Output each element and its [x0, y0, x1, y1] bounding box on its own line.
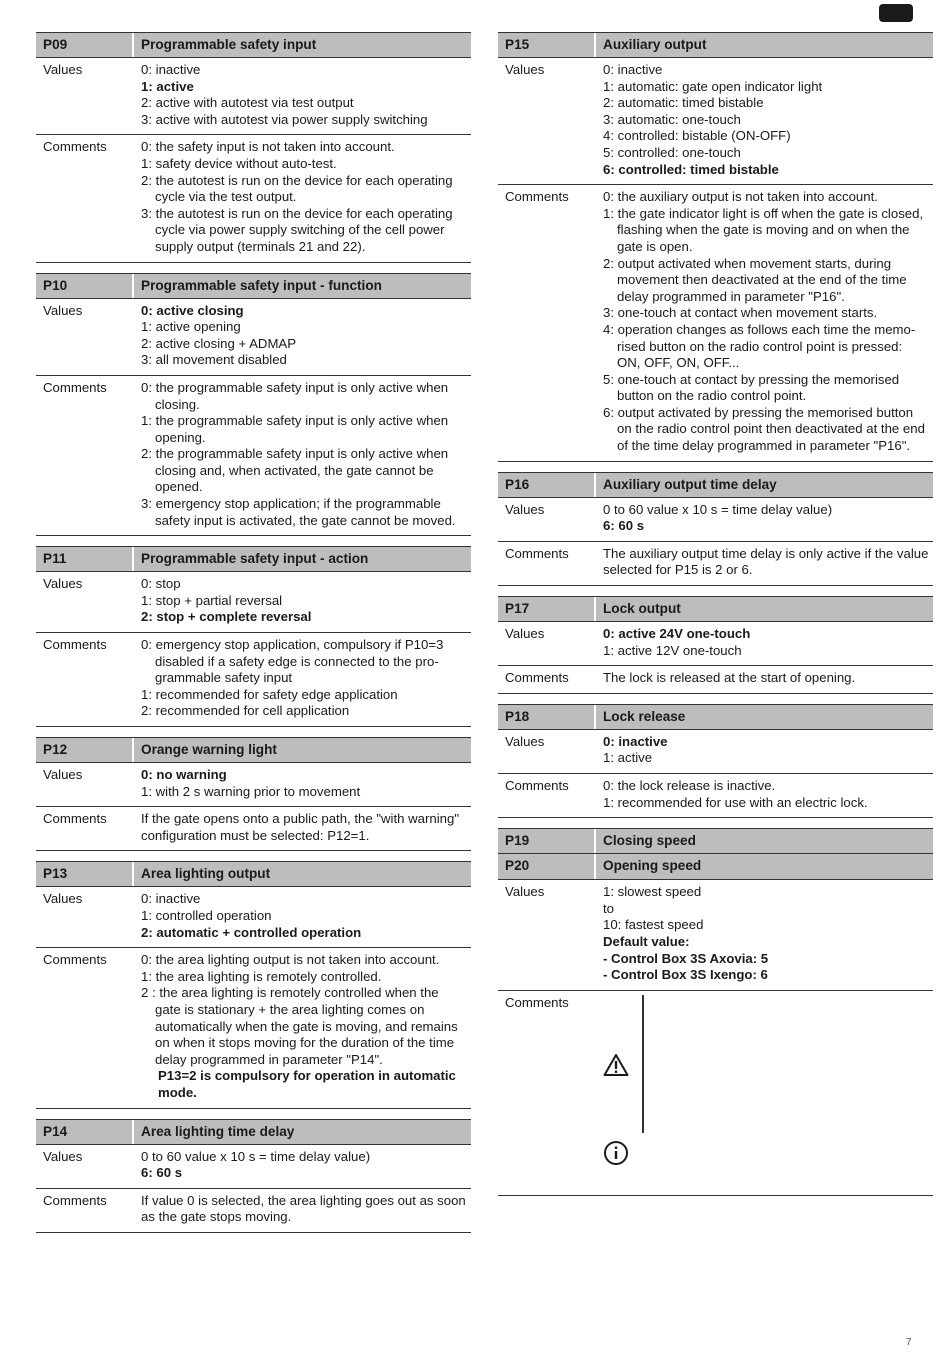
row-label: Values [43, 1148, 83, 1164]
text-line: 2: stop + complete reversal [141, 609, 312, 625]
row-content [596, 626, 933, 659]
row-label: Values [43, 302, 83, 318]
row-label: Values [505, 501, 545, 517]
text-line: 0: inactive [141, 62, 201, 77]
row-label: Comments [505, 994, 569, 1010]
row-label: Values [43, 767, 83, 782]
parameter-p19-p20 [498, 828, 933, 1196]
row-label: Comments [505, 778, 569, 793]
comments-row [498, 665, 933, 693]
text-line: 3: the autotest is run on the device for each operating cycle via power supply switching of the cell power supply output (terminals 21 and 22). [141, 205, 453, 254]
row-label: Comments [43, 952, 107, 968]
parameter-header [36, 737, 471, 763]
text-line: 0: the lock release is inactive. [603, 778, 776, 793]
values-row [36, 763, 471, 806]
comments-row [498, 990, 933, 1195]
row-content [134, 811, 471, 844]
parameter-header [498, 828, 933, 854]
row-content [596, 884, 933, 984]
text-line: 2: automatic + controlled operation [141, 924, 362, 940]
row-content [596, 502, 933, 535]
text-line: 1: automatic: gate open indicator light [603, 78, 823, 94]
text-line: 0: the safety input is not taken into account. [141, 139, 395, 155]
parameter-title: Area lighting output [141, 866, 271, 882]
row-label: Values [505, 884, 545, 900]
parameter-header [498, 472, 933, 498]
text-line: 1: the area lighting is remotely controlled. [141, 968, 382, 984]
text-line: 6: 60 s [141, 1165, 183, 1181]
row-label: Values [505, 626, 545, 642]
text-line: 6: controlled: timed bistable [603, 161, 779, 177]
text-line: 4: operation changes as follows each time the memo-rised button on the radio control point is pressed: ON, OFF, ON, OFF... [603, 321, 916, 371]
text-line: 3: active with autotest via power supply switching [141, 111, 428, 127]
parameter-code: P13 [36, 862, 134, 886]
text-line: 0: active 24V one-touch [603, 626, 751, 642]
row-content [596, 995, 933, 1189]
values-row [36, 1145, 471, 1188]
parameter-header [36, 32, 471, 58]
text-line: 5: controlled: one-touch [603, 144, 741, 160]
text-line: 1: controlled operation [141, 907, 272, 923]
text-line: 0: the area lighting output is not taken into account. [141, 952, 440, 968]
text-line: 0 to 60 value x 10 s = time delay value) [603, 501, 833, 517]
comments-row [498, 541, 933, 585]
row-label: Comments [43, 811, 107, 827]
text-line: 3: one-touch at contact when movement starts. [603, 305, 878, 321]
comments-row [36, 134, 471, 261]
text-line: 2: the programmable safety input is only active when closing and, when activated, the gate cannot be opened. [141, 446, 449, 495]
parameter-title: Programmable safety input [141, 37, 317, 52]
values-row [36, 58, 471, 134]
text-line: 0: the programmable safety input is only active when closing. [141, 379, 449, 412]
row-label: Values [505, 62, 545, 77]
row-content [596, 734, 933, 767]
text-line: The lock is released at the start of opening. [603, 670, 856, 686]
parameter-p18 [498, 704, 933, 818]
notes-divider [642, 995, 644, 1133]
warning-triangle-icon [603, 1053, 629, 1082]
comments-row [498, 773, 933, 817]
parameter-header [498, 854, 933, 880]
text-line: 1: active [603, 750, 653, 766]
parameter-title: Area lighting time delay [141, 1123, 295, 1139]
parameter-code: P16 [498, 473, 596, 497]
parameter-title: Lock output [603, 601, 681, 617]
text-line: 1: recommended for use with an electric lock. [603, 794, 868, 810]
values-row [498, 58, 933, 184]
language-tab [879, 4, 913, 22]
text-line: 6: 60 s [603, 518, 645, 534]
parameter-code: P18 [498, 705, 596, 729]
text-line: 3: emergency stop application; if the programmable safety input is activated, the gate cannot be moved. [141, 496, 456, 528]
parameter-code: P19 [498, 829, 596, 853]
text-line: 2: recommended for cell application [141, 703, 350, 719]
text-line: 0: emergency stop application, compulsory if P10=3 disabled if a safety edge is connected to the pro-grammable safety input [141, 637, 444, 686]
right-parameter-column [498, 32, 933, 1206]
row-content [134, 303, 471, 369]
values-row [36, 887, 471, 947]
comments-row [36, 806, 471, 850]
row-content [134, 891, 471, 941]
parameter-header [498, 596, 933, 622]
parameter-code: P10 [36, 274, 134, 298]
text-line: 1: the gate indicator light is off when the gate is closed, flashing when the gate is moving and on when the gate is open. [603, 205, 924, 254]
values-row [498, 730, 933, 773]
text-line: The auxiliary output time delay is only active if the value selected for P15 is 2 or 6. [603, 545, 929, 578]
row-content [596, 778, 933, 811]
parameter-p11 [36, 546, 471, 727]
text-line: - Control Box 3S Axovia: 5 [603, 950, 769, 966]
parameter-header [36, 273, 471, 299]
parameter-title: Lock release [603, 708, 686, 724]
text-line: 1: slowest speed [603, 884, 702, 900]
text-line: 1: safety device without auto-test. [141, 155, 337, 171]
parameter-header [36, 861, 471, 887]
text-line: 1: active [141, 78, 194, 94]
row-content [596, 189, 933, 455]
text-line: 0: no warning [141, 767, 227, 782]
notes-icons [603, 995, 639, 1133]
values-row [36, 299, 471, 375]
text-line: 6: output activated by pressing the memorised button on the radio control point then deactivated at the end of the time delay programmed in parameter "P16". [603, 404, 925, 454]
text-line: 1: with 2 s warning prior to movement [141, 783, 361, 799]
comments-row [36, 375, 471, 535]
text-line: 1: active opening [141, 319, 241, 335]
row-content [596, 670, 933, 687]
text-line: 2: the autotest is run on the device for each operating cycle via the test output. [141, 172, 453, 205]
text-line: 0: inactive [603, 62, 663, 77]
text-line: 0: active closing [141, 302, 244, 318]
row-label: Comments [43, 1192, 107, 1208]
text-line: 1: the programmable safety input is only active when opening. [141, 413, 449, 445]
row-content [134, 380, 471, 529]
comments-row [36, 632, 471, 726]
text-line: 0 to 60 value x 10 s = time delay value) [141, 1148, 371, 1164]
row-label: Values [43, 891, 83, 907]
row-content [134, 139, 471, 255]
page-number: 7 [906, 1337, 912, 1348]
text-line: 0: inactive [141, 891, 201, 907]
parameter-header [498, 704, 933, 730]
parameter-p12 [36, 737, 471, 851]
comments-row [498, 184, 933, 461]
parameter-title: Programmable safety input - action [141, 551, 369, 567]
parameter-p17 [498, 596, 933, 694]
parameter-code: P12 [36, 738, 134, 762]
comments-row [36, 947, 471, 1107]
values-row [36, 572, 471, 632]
parameter-code: P17 [498, 597, 596, 621]
text-line: - Control Box 3S Ixengo: 6 [603, 967, 768, 983]
text-line: 0: stop [141, 576, 181, 592]
text-line: 0: the auxiliary output is not taken into account. [603, 189, 878, 205]
notes-area [603, 995, 929, 1133]
text-line: If value 0 is selected, the area lighting goes out as soon as the gate stops moving. [141, 1192, 466, 1225]
text-line: Default value: [603, 933, 690, 949]
text-line: If the gate opens onto a public path, the "with warning" configuration must be selected: P12=1. [141, 811, 460, 843]
parameter-title: Auxiliary output [603, 37, 707, 52]
row-label: Comments [505, 189, 569, 205]
parameter-code: P15 [498, 33, 596, 57]
row-content [134, 576, 471, 626]
info-circle-icon [603, 1140, 629, 1171]
parameter-title: Orange warning light [141, 742, 277, 757]
values-row [498, 880, 933, 990]
row-content [134, 767, 471, 800]
row-label: Values [43, 62, 83, 77]
text-line: 5: one-touch at contact by pressing the memorised button on the radio control point. [603, 371, 900, 404]
parameter-p09 [36, 32, 471, 263]
text-line: 3: automatic: one-touch [603, 111, 741, 127]
row-content [596, 62, 933, 178]
parameter-header [36, 546, 471, 572]
row-label: Comments [43, 139, 107, 155]
parameter-title: Auxiliary output time delay [603, 476, 777, 492]
row-content [596, 546, 933, 579]
text-line: 3: all movement disabled [141, 352, 287, 368]
text-line: 2: active with autotest via test output [141, 95, 354, 111]
row-content [134, 62, 471, 128]
parameter-p13 [36, 861, 471, 1108]
parameter-title: Opening speed [603, 858, 702, 874]
row-content [134, 1193, 471, 1226]
parameter-code: P20 [498, 854, 596, 879]
values-row [498, 498, 933, 541]
row-content [134, 952, 471, 1101]
text-line: 1: active 12V one-touch [603, 642, 742, 658]
parameter-code: P11 [36, 547, 134, 571]
parameter-p14 [36, 1119, 471, 1233]
row-label: Comments [43, 637, 107, 653]
text-line: 2: active closing + ADMAP [141, 335, 297, 351]
text-line: 4: controlled: bistable (ON-OFF) [603, 128, 791, 144]
text-line: 10: fastest speed [603, 917, 704, 933]
values-row [498, 622, 933, 665]
parameter-title: Programmable safety input - function [141, 277, 382, 293]
parameter-p15 [498, 32, 933, 462]
parameter-code: P14 [36, 1120, 134, 1144]
row-label: Values [505, 733, 545, 749]
row-label: Comments [505, 545, 569, 561]
text-line: 1: stop + partial reversal [141, 592, 283, 608]
comments-row [36, 1188, 471, 1232]
text-line: to [603, 900, 614, 916]
row-label: Values [43, 576, 83, 592]
text-line: 2: automatic: timed bistable [603, 95, 764, 111]
parameter-p10 [36, 273, 471, 537]
text-line: 2 : the area lighting is remotely controlled when the gate is stationary + the area lighting comes on automatically when the gate is moving, and remains on when it stops moving for the duration of the time delay programmed in parameter "P14". [141, 985, 458, 1067]
row-content [134, 637, 471, 720]
parameter-header [36, 1119, 471, 1145]
parameter-code: P09 [36, 33, 134, 57]
parameter-title: Closing speed [603, 833, 696, 849]
row-content [134, 1149, 471, 1182]
text-line: 2: output activated when movement starts, during movement then deactivated at the end of the time delay programmed in parameter "P16". [603, 255, 907, 304]
parameter-header [498, 32, 933, 58]
row-label: Comments [505, 670, 569, 686]
text-line: 0: inactive [603, 733, 668, 749]
text-line: 1: recommended for safety edge application [141, 686, 398, 702]
left-parameter-column [36, 32, 471, 1243]
row-label: Comments [43, 379, 107, 395]
parameter-p16 [498, 472, 933, 586]
text-line: P13=2 is compulsory for operation in automatic mode. [158, 1068, 456, 1100]
